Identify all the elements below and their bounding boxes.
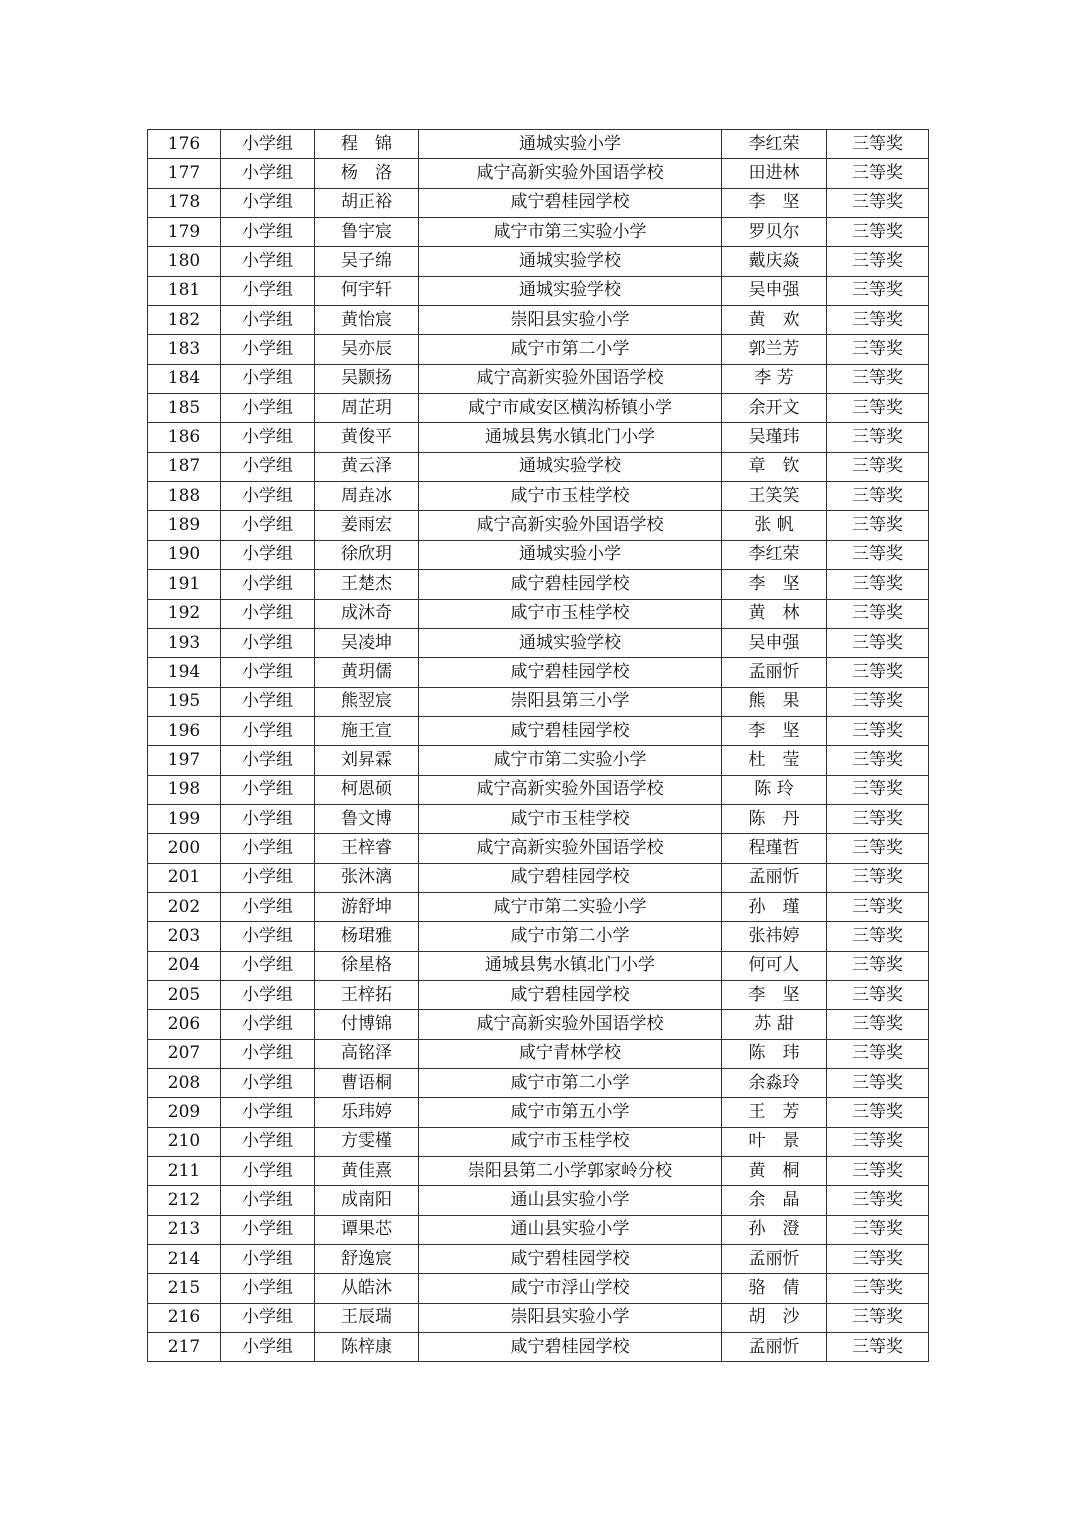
table-row — [148, 364, 929, 393]
row-number-cell: 181 — [148, 276, 221, 305]
table-row — [148, 1215, 929, 1244]
award-cell: 三等奖 — [827, 863, 929, 892]
row-number-cell: 194 — [148, 658, 221, 687]
award-cell: 三等奖 — [827, 1245, 929, 1274]
row-number-cell: 209 — [148, 1098, 221, 1127]
student-name-cell: 鲁文博 — [315, 804, 419, 833]
award-cell: 三等奖 — [827, 1069, 929, 1098]
school-cell: 咸宁青林学校 — [419, 1039, 722, 1068]
teacher-cell: 王 芳 — [722, 1098, 827, 1127]
student-name-cell: 胡正裕 — [315, 188, 419, 217]
school-cell: 咸宁高新实验外国语学校 — [419, 159, 722, 188]
award-cell: 三等奖 — [827, 892, 929, 921]
row-number-cell: 199 — [148, 804, 221, 833]
school-cell: 咸宁碧桂园学校 — [419, 1333, 722, 1362]
student-name-cell: 黄云泽 — [315, 452, 419, 481]
award-cell: 三等奖 — [827, 1215, 929, 1244]
table-row — [148, 687, 929, 716]
group-cell: 小学组 — [221, 540, 315, 569]
award-cell: 三等奖 — [827, 188, 929, 217]
table-row — [148, 1039, 929, 1068]
table-row — [148, 482, 929, 511]
school-cell: 咸宁市第二实验小学 — [419, 892, 722, 921]
teacher-cell: 黄 桐 — [722, 1157, 827, 1186]
teacher-cell: 何可人 — [722, 951, 827, 980]
row-number-cell: 205 — [148, 980, 221, 1009]
teacher-cell: 孟丽忻 — [722, 1245, 827, 1274]
table-row — [148, 276, 929, 305]
teacher-cell: 程瑾哲 — [722, 834, 827, 863]
award-cell: 三等奖 — [827, 482, 929, 511]
award-cell: 三等奖 — [827, 218, 929, 247]
group-cell: 小学组 — [221, 687, 315, 716]
student-name-cell: 曹语桐 — [315, 1069, 419, 1098]
award-cell: 三等奖 — [827, 980, 929, 1009]
student-name-cell: 高铭泽 — [315, 1039, 419, 1068]
row-number-cell: 192 — [148, 599, 221, 628]
student-name-cell: 吴颢扬 — [315, 364, 419, 393]
table-row — [148, 452, 929, 481]
table-row — [148, 335, 929, 364]
award-cell: 三等奖 — [827, 834, 929, 863]
group-cell: 小学组 — [221, 306, 315, 335]
teacher-cell: 孟丽忻 — [722, 863, 827, 892]
group-cell: 小学组 — [221, 892, 315, 921]
row-number-cell: 204 — [148, 951, 221, 980]
row-number-cell: 193 — [148, 628, 221, 657]
award-cell: 三等奖 — [827, 159, 929, 188]
student-name-cell: 杨珺雅 — [315, 922, 419, 951]
group-cell: 小学组 — [221, 130, 315, 159]
group-cell: 小学组 — [221, 1157, 315, 1186]
school-cell: 咸宁市玉桂学校 — [419, 482, 722, 511]
teacher-cell: 黄 林 — [722, 599, 827, 628]
award-cell: 三等奖 — [827, 247, 929, 276]
teacher-cell: 李 芳 — [722, 364, 827, 393]
award-cell: 三等奖 — [827, 804, 929, 833]
student-name-cell: 付博锦 — [315, 1010, 419, 1039]
student-name-cell: 舒逸宸 — [315, 1245, 419, 1274]
award-cell: 三等奖 — [827, 570, 929, 599]
teacher-cell: 李 坚 — [722, 980, 827, 1009]
award-cell: 三等奖 — [827, 335, 929, 364]
group-cell: 小学组 — [221, 452, 315, 481]
row-number-cell: 210 — [148, 1127, 221, 1156]
group-cell: 小学组 — [221, 1098, 315, 1127]
award-cell: 三等奖 — [827, 1127, 929, 1156]
group-cell: 小学组 — [221, 1303, 315, 1332]
student-name-cell: 从皓沐 — [315, 1274, 419, 1303]
row-number-cell: 176 — [148, 130, 221, 159]
row-number-cell: 183 — [148, 335, 221, 364]
award-cell: 三等奖 — [827, 423, 929, 452]
student-name-cell: 程 锦 — [315, 130, 419, 159]
table-row — [148, 1274, 929, 1303]
student-name-cell: 王辰瑞 — [315, 1303, 419, 1332]
row-number-cell: 186 — [148, 423, 221, 452]
row-number-cell: 196 — [148, 716, 221, 745]
student-name-cell: 王楚杰 — [315, 570, 419, 599]
row-number-cell: 177 — [148, 159, 221, 188]
student-name-cell: 吴亦辰 — [315, 335, 419, 364]
school-cell: 崇阳县第二小学郭家岭分校 — [419, 1157, 722, 1186]
teacher-cell: 李 坚 — [722, 716, 827, 745]
group-cell: 小学组 — [221, 922, 315, 951]
teacher-cell: 陈 丹 — [722, 804, 827, 833]
teacher-cell: 余开文 — [722, 394, 827, 423]
group-cell: 小学组 — [221, 951, 315, 980]
award-cell: 三等奖 — [827, 452, 929, 481]
teacher-cell: 熊 果 — [722, 687, 827, 716]
student-name-cell: 熊翌宸 — [315, 687, 419, 716]
school-cell: 咸宁高新实验外国语学校 — [419, 364, 722, 393]
student-name-cell: 周芷玥 — [315, 394, 419, 423]
award-cell: 三等奖 — [827, 1098, 929, 1127]
group-cell: 小学组 — [221, 423, 315, 452]
teacher-cell: 吴申强 — [722, 276, 827, 305]
row-number-cell: 202 — [148, 892, 221, 921]
teacher-cell: 王笑笑 — [722, 482, 827, 511]
school-cell: 咸宁市第二小学 — [419, 922, 722, 951]
award-cell: 三等奖 — [827, 716, 929, 745]
group-cell: 小学组 — [221, 1069, 315, 1098]
school-cell: 咸宁市玉桂学校 — [419, 599, 722, 628]
table-row — [148, 1333, 929, 1362]
group-cell: 小学组 — [221, 482, 315, 511]
group-cell: 小学组 — [221, 804, 315, 833]
award-cell: 三等奖 — [827, 951, 929, 980]
table-row — [148, 570, 929, 599]
student-name-cell: 黄佳熹 — [315, 1157, 419, 1186]
group-cell: 小学组 — [221, 1039, 315, 1068]
teacher-cell: 郭兰芳 — [722, 335, 827, 364]
award-cell: 三等奖 — [827, 1303, 929, 1332]
school-cell: 咸宁市第五小学 — [419, 1098, 722, 1127]
student-name-cell: 陈梓康 — [315, 1333, 419, 1362]
row-number-cell: 195 — [148, 687, 221, 716]
school-cell: 通山县实验小学 — [419, 1186, 722, 1215]
student-name-cell: 游舒坤 — [315, 892, 419, 921]
group-cell: 小学组 — [221, 218, 315, 247]
award-cell: 三等奖 — [827, 364, 929, 393]
group-cell: 小学组 — [221, 1010, 315, 1039]
row-number-cell: 180 — [148, 247, 221, 276]
school-cell: 通城实验学校 — [419, 247, 722, 276]
school-cell: 崇阳县实验小学 — [419, 306, 722, 335]
row-number-cell: 179 — [148, 218, 221, 247]
teacher-cell: 田进林 — [722, 159, 827, 188]
group-cell: 小学组 — [221, 511, 315, 540]
teacher-cell: 李红荣 — [722, 130, 827, 159]
table-row — [148, 1127, 929, 1156]
row-number-cell: 197 — [148, 746, 221, 775]
student-name-cell: 黄俊平 — [315, 423, 419, 452]
row-number-cell: 190 — [148, 540, 221, 569]
table-row — [148, 394, 929, 423]
group-cell: 小学组 — [221, 188, 315, 217]
table-row — [148, 1186, 929, 1215]
teacher-cell: 张祎婷 — [722, 922, 827, 951]
teacher-cell: 陈 玮 — [722, 1039, 827, 1068]
school-cell: 咸宁高新实验外国语学校 — [419, 1010, 722, 1039]
student-name-cell: 成沐奇 — [315, 599, 419, 628]
student-name-cell: 王梓睿 — [315, 834, 419, 863]
table-row — [148, 188, 929, 217]
school-cell: 咸宁市玉桂学校 — [419, 804, 722, 833]
teacher-cell: 余 晶 — [722, 1186, 827, 1215]
teacher-cell: 骆 倩 — [722, 1274, 827, 1303]
student-name-cell: 姜雨宏 — [315, 511, 419, 540]
student-name-cell: 吴子绵 — [315, 247, 419, 276]
award-cell: 三等奖 — [827, 130, 929, 159]
school-cell: 咸宁高新实验外国语学校 — [419, 775, 722, 804]
award-cell: 三等奖 — [827, 306, 929, 335]
group-cell: 小学组 — [221, 1186, 315, 1215]
table-row — [148, 159, 929, 188]
table-row — [148, 775, 929, 804]
award-cell: 三等奖 — [827, 1010, 929, 1039]
table-row — [148, 247, 929, 276]
row-number-cell: 203 — [148, 922, 221, 951]
teacher-cell: 章 钦 — [722, 452, 827, 481]
school-cell: 咸宁市第二小学 — [419, 335, 722, 364]
school-cell: 咸宁碧桂园学校 — [419, 188, 722, 217]
school-cell: 咸宁市第三实验小学 — [419, 218, 722, 247]
row-number-cell: 201 — [148, 863, 221, 892]
group-cell: 小学组 — [221, 1245, 315, 1274]
teacher-cell: 李 坚 — [722, 570, 827, 599]
table-row — [148, 599, 929, 628]
school-cell: 通城实验小学 — [419, 540, 722, 569]
row-number-cell: 191 — [148, 570, 221, 599]
award-cell: 三等奖 — [827, 599, 929, 628]
group-cell: 小学组 — [221, 716, 315, 745]
school-cell: 咸宁碧桂园学校 — [419, 980, 722, 1009]
award-cell: 三等奖 — [827, 922, 929, 951]
teacher-cell: 陈 玲 — [722, 775, 827, 804]
row-number-cell: 187 — [148, 452, 221, 481]
table-row — [148, 1098, 929, 1127]
group-cell: 小学组 — [221, 775, 315, 804]
award-cell: 三等奖 — [827, 746, 929, 775]
school-cell: 通城县隽水镇北门小学 — [419, 951, 722, 980]
teacher-cell: 孟丽忻 — [722, 1333, 827, 1362]
school-cell: 咸宁市第二实验小学 — [419, 746, 722, 775]
table-row — [148, 306, 929, 335]
table-row — [148, 218, 929, 247]
teacher-cell: 孙 澄 — [722, 1215, 827, 1244]
group-cell: 小学组 — [221, 863, 315, 892]
row-number-cell: 212 — [148, 1186, 221, 1215]
teacher-cell: 孙 瑾 — [722, 892, 827, 921]
table-row — [148, 746, 929, 775]
student-name-cell: 柯恩硕 — [315, 775, 419, 804]
award-cell: 三等奖 — [827, 1157, 929, 1186]
group-cell: 小学组 — [221, 628, 315, 657]
table-row — [148, 540, 929, 569]
student-name-cell: 谭果芯 — [315, 1215, 419, 1244]
student-name-cell: 徐欣玥 — [315, 540, 419, 569]
student-name-cell: 鲁宇宸 — [315, 218, 419, 247]
row-number-cell: 215 — [148, 1274, 221, 1303]
table-row — [148, 834, 929, 863]
student-name-cell: 杨 洛 — [315, 159, 419, 188]
school-cell: 咸宁碧桂园学校 — [419, 570, 722, 599]
school-cell: 咸宁市浮山学校 — [419, 1274, 722, 1303]
row-number-cell: 200 — [148, 834, 221, 863]
award-cell: 三等奖 — [827, 1333, 929, 1362]
award-table-body — [148, 130, 929, 1362]
teacher-cell: 李红荣 — [722, 540, 827, 569]
table-row — [148, 1157, 929, 1186]
teacher-cell: 吴申强 — [722, 628, 827, 657]
school-cell: 咸宁碧桂园学校 — [419, 658, 722, 687]
award-cell: 三等奖 — [827, 1186, 929, 1215]
group-cell: 小学组 — [221, 1274, 315, 1303]
student-name-cell: 方雯槿 — [315, 1127, 419, 1156]
table-row — [148, 804, 929, 833]
group-cell: 小学组 — [221, 599, 315, 628]
table-row — [148, 658, 929, 687]
row-number-cell: 184 — [148, 364, 221, 393]
row-number-cell: 213 — [148, 1215, 221, 1244]
teacher-cell: 罗贝尔 — [722, 218, 827, 247]
school-cell: 咸宁碧桂园学校 — [419, 863, 722, 892]
table-row — [148, 951, 929, 980]
school-cell: 通山县实验小学 — [419, 1215, 722, 1244]
teacher-cell: 吴瑾玮 — [722, 423, 827, 452]
award-cell: 三等奖 — [827, 1039, 929, 1068]
group-cell: 小学组 — [221, 276, 315, 305]
group-cell: 小学组 — [221, 364, 315, 393]
teacher-cell: 戴庆焱 — [722, 247, 827, 276]
school-cell: 咸宁市玉桂学校 — [419, 1127, 722, 1156]
row-number-cell: 216 — [148, 1303, 221, 1332]
row-number-cell: 214 — [148, 1245, 221, 1274]
award-cell: 三等奖 — [827, 687, 929, 716]
table-row — [148, 423, 929, 452]
school-cell: 通城实验学校 — [419, 628, 722, 657]
school-cell: 咸宁市咸安区横沟桥镇小学 — [419, 394, 722, 423]
student-name-cell: 何宇轩 — [315, 276, 419, 305]
school-cell: 咸宁市第二小学 — [419, 1069, 722, 1098]
table-row — [148, 892, 929, 921]
row-number-cell: 206 — [148, 1010, 221, 1039]
group-cell: 小学组 — [221, 658, 315, 687]
row-number-cell: 188 — [148, 482, 221, 511]
student-name-cell: 徐星格 — [315, 951, 419, 980]
student-name-cell: 周垚冰 — [315, 482, 419, 511]
group-cell: 小学组 — [221, 1215, 315, 1244]
row-number-cell: 211 — [148, 1157, 221, 1186]
teacher-cell: 张 帆 — [722, 511, 827, 540]
row-number-cell: 217 — [148, 1333, 221, 1362]
school-cell: 咸宁碧桂园学校 — [419, 1245, 722, 1274]
group-cell: 小学组 — [221, 746, 315, 775]
teacher-cell: 余淼玲 — [722, 1069, 827, 1098]
student-name-cell: 施王宣 — [315, 716, 419, 745]
student-name-cell: 张沐漓 — [315, 863, 419, 892]
teacher-cell: 胡 沙 — [722, 1303, 827, 1332]
table-row — [148, 863, 929, 892]
table-row — [148, 716, 929, 745]
row-number-cell: 189 — [148, 511, 221, 540]
table-row — [148, 130, 929, 159]
table-row — [148, 1245, 929, 1274]
row-number-cell: 185 — [148, 394, 221, 423]
teacher-cell: 黄 欢 — [722, 306, 827, 335]
school-cell: 咸宁碧桂园学校 — [419, 716, 722, 745]
group-cell: 小学组 — [221, 247, 315, 276]
table-row — [148, 511, 929, 540]
award-cell: 三等奖 — [827, 276, 929, 305]
group-cell: 小学组 — [221, 1333, 315, 1362]
school-cell: 咸宁高新实验外国语学校 — [419, 511, 722, 540]
school-cell: 通城实验小学 — [419, 130, 722, 159]
school-cell: 通城实验学校 — [419, 452, 722, 481]
award-cell: 三等奖 — [827, 540, 929, 569]
award-cell: 三等奖 — [827, 1274, 929, 1303]
award-table — [147, 129, 929, 1362]
table-row — [148, 922, 929, 951]
group-cell: 小学组 — [221, 1127, 315, 1156]
student-name-cell: 王梓拓 — [315, 980, 419, 1009]
school-cell: 崇阳县实验小学 — [419, 1303, 722, 1332]
award-cell: 三等奖 — [827, 394, 929, 423]
award-cell: 三等奖 — [827, 658, 929, 687]
school-cell: 通城实验学校 — [419, 276, 722, 305]
student-name-cell: 吴凌坤 — [315, 628, 419, 657]
student-name-cell: 黄玥儒 — [315, 658, 419, 687]
teacher-cell: 孟丽忻 — [722, 658, 827, 687]
row-number-cell: 198 — [148, 775, 221, 804]
student-name-cell: 刘昇霖 — [315, 746, 419, 775]
row-number-cell: 178 — [148, 188, 221, 217]
group-cell: 小学组 — [221, 394, 315, 423]
group-cell: 小学组 — [221, 980, 315, 1009]
row-number-cell: 207 — [148, 1039, 221, 1068]
group-cell: 小学组 — [221, 834, 315, 863]
student-name-cell: 乐玮婷 — [315, 1098, 419, 1127]
row-number-cell: 208 — [148, 1069, 221, 1098]
group-cell: 小学组 — [221, 570, 315, 599]
table-row — [148, 1010, 929, 1039]
table-row — [148, 1069, 929, 1098]
group-cell: 小学组 — [221, 159, 315, 188]
school-cell: 咸宁高新实验外国语学校 — [419, 834, 722, 863]
student-name-cell: 成南阳 — [315, 1186, 419, 1215]
teacher-cell: 杜 莹 — [722, 746, 827, 775]
teacher-cell: 李 坚 — [722, 188, 827, 217]
table-row — [148, 1303, 929, 1332]
award-cell: 三等奖 — [827, 511, 929, 540]
award-cell: 三等奖 — [827, 775, 929, 804]
school-cell: 通城县隽水镇北门小学 — [419, 423, 722, 452]
school-cell: 崇阳县第三小学 — [419, 687, 722, 716]
table-row — [148, 628, 929, 657]
teacher-cell: 叶 景 — [722, 1127, 827, 1156]
group-cell: 小学组 — [221, 335, 315, 364]
award-cell: 三等奖 — [827, 628, 929, 657]
table-row — [148, 980, 929, 1009]
row-number-cell: 182 — [148, 306, 221, 335]
teacher-cell: 苏 甜 — [722, 1010, 827, 1039]
student-name-cell: 黄怡宸 — [315, 306, 419, 335]
